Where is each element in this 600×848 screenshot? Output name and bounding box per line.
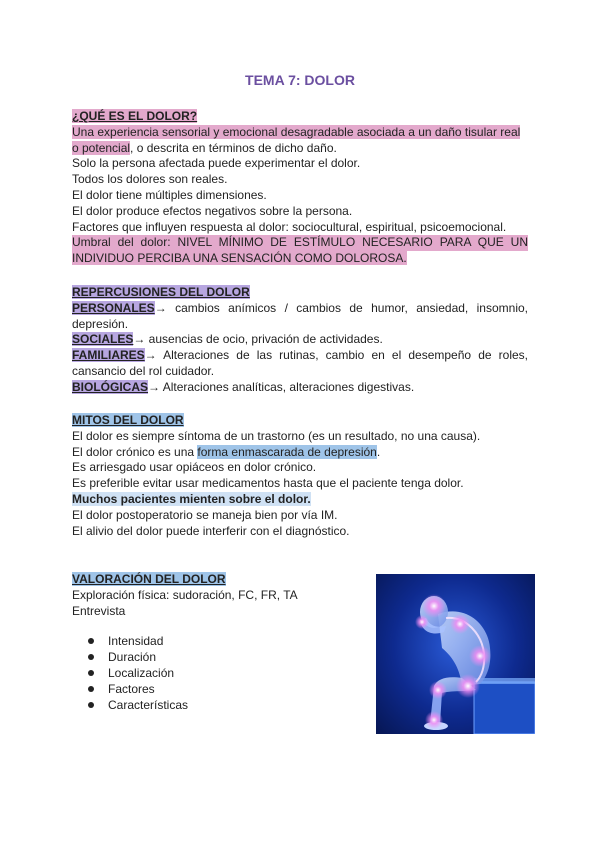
text-line: Entrevista <box>72 603 126 618</box>
text-line: El dolor produce efectos negativos sobre la persona. <box>72 203 353 218</box>
text-line: El dolor es siempre síntoma de un trastorno (es un resultado, no una causa). <box>72 428 481 443</box>
umbral-line-1: Umbral del dolor: NIVEL MÍNIMO DE ESTÍMULO NECESARIO PARA QUE UN <box>72 235 528 250</box>
biologicas-text: → Alteraciones analíticas, alteraciones digestivas. <box>148 379 415 394</box>
text-line: Solo la persona afectada puede experimentar el dolor. <box>72 156 361 171</box>
bullet-icon <box>88 654 94 660</box>
list-item: Duración <box>72 649 372 665</box>
section-mitos <box>72 413 528 539</box>
section-valoracion <box>72 572 372 713</box>
text-line: El dolor postoperatorio se maneja bien por vía IM. <box>72 507 338 522</box>
familiares-text-2: cansancio del rol cuidador. <box>72 363 215 378</box>
personales-text-2: depresión. <box>72 316 129 331</box>
text-line: Es arriesgado usar opiáceos en dolor crónico. <box>72 460 317 475</box>
sociales-text: → ausencias de ocio, privación de actividades. <box>133 332 383 347</box>
key-biologicas: BIOLÓGICAS <box>72 379 149 394</box>
text-line-pre: El dolor crónico es una <box>72 444 198 459</box>
bullet-list <box>72 633 372 713</box>
section-heading: VALORACIÓN DEL DOLOR <box>72 572 226 586</box>
seated-figure-in-pain-icon <box>376 574 535 734</box>
umbral-line-2: INDIVIDUO PERCIBA UNA SENSACIÓN COMO DOLOROSA. <box>72 251 407 266</box>
key-personales: PERSONALES <box>72 300 155 315</box>
bullet-icon <box>88 702 94 708</box>
personales-text: → cambios anímicos / cambios de humor, ansiedad, insomnio, <box>154 300 528 315</box>
definition-line-2-rest: , o descrita en términos de dicho daño. <box>130 140 337 155</box>
text-line-highlight: forma enmascarada de depresión <box>197 444 377 459</box>
bullet-icon <box>88 686 94 692</box>
text-line: El dolor tiene múltiples dimensiones. <box>72 187 267 202</box>
section-repercusiones <box>72 285 528 396</box>
section-heading: MITOS DEL DOLOR <box>72 413 184 427</box>
page-title: TEMA 7: DOLOR <box>245 72 355 88</box>
key-sociales: SOCIALES <box>72 332 134 347</box>
text-line: Factores que influyen respuesta al dolor: sociocultural, espiritual, psicoemocional. <box>72 219 507 234</box>
bullet-icon <box>88 670 94 676</box>
definition-line-1: Una experiencia sensorial y emocional desagradable asociada a un daño tisular real <box>72 124 521 139</box>
list-item: Localización <box>72 665 372 681</box>
key-familiares: FAMILIARES <box>72 348 145 363</box>
bold-text-line: Muchos pacientes mienten sobre el dolor. <box>72 491 311 506</box>
text-line: El alivio del dolor puede interferir con el diagnóstico. <box>72 523 350 538</box>
section-heading: ¿QUÉ ES EL DOLOR? <box>72 109 198 123</box>
text-line: Exploración física: sudoración, FC, FR, TA <box>72 587 298 602</box>
text-line: Es preferible evitar usar medicamentos hasta que el paciente tenga dolor. <box>72 476 464 491</box>
list-item: Intensidad <box>72 633 372 649</box>
section-heading: REPERCUSIONES DEL DOLOR <box>72 285 250 299</box>
bullet-icon <box>88 638 94 644</box>
section-que-es-el-dolor <box>72 109 528 267</box>
list-item: Factores <box>72 681 372 697</box>
list-item: Características <box>72 697 372 713</box>
text-line-post: . <box>376 444 381 459</box>
familiares-text: → Alteraciones de las rutinas, cambio en el desempeño de roles, <box>144 348 528 363</box>
text-line: Todos los dolores son reales. <box>72 172 228 187</box>
definition-line-2-highlight: o potencial <box>72 140 131 155</box>
